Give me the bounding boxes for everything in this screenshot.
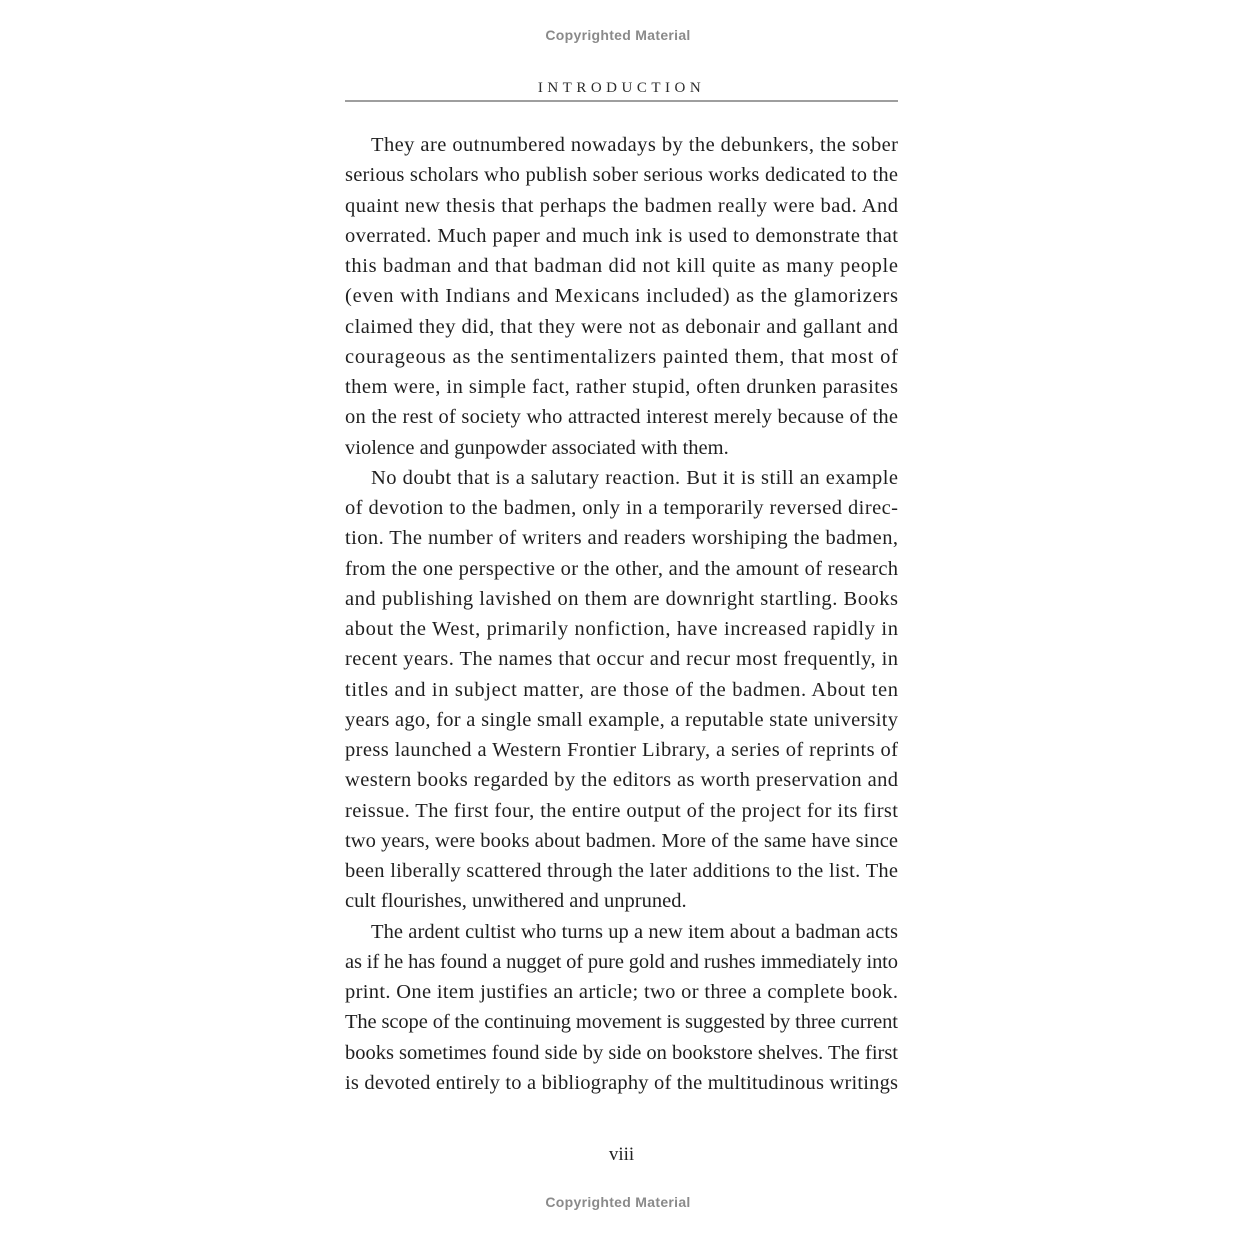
svg-text:of devotion to the badmen, onl: of devotion to the badmen, only in a temporarily reversed direc- [345,497,898,519]
text-line [345,311,898,341]
text-line [345,885,898,915]
svg-text:courageous as the sentimentali: courageous as the sentimentalizers painted them, that most of [345,345,898,368]
svg-text:No doubt that is a salutary re: No doubt that is a salutary reaction. But it is still an example [371,466,898,489]
svg-text:serious scholars who publish s: serious scholars who publish sober serious works dedicated to the [345,164,898,187]
svg-text:tion. The number of writers an: tion. The number of writers and readers worshiping the badmen, [345,527,898,550]
text-line [345,190,898,220]
text-line [345,613,898,643]
text-line [345,704,898,734]
text-line [345,553,898,583]
text-line [345,916,898,946]
svg-text:print. One item justifies an a: print. One item justifies an article; two or three a complete book. [345,981,898,1003]
svg-text:claimed they did, that they we: claimed they did, that they were not as debonair and gallant and [345,315,898,338]
text-line [345,855,898,885]
svg-text:from the one perspective or th: from the one perspective or the other, and the amount of research [345,557,898,580]
copyright-notice-top: Copyrighted Material [545,27,691,43]
svg-text:as if he has found a nugget of: as if he has found a nugget of pure gold and rushes immediately into [345,950,898,973]
text-line [345,643,898,673]
svg-text:overrated. Much paper and much: overrated. Much paper and much ink is used to demonstrate that [345,224,898,247]
svg-text:The scope of the continuing mo: The scope of the continuing movement is suggested by three current [345,1011,898,1034]
page-number: viii [608,1144,635,1165]
text-line [345,825,898,855]
text-line [345,129,898,159]
text-line [345,341,898,371]
svg-text:western books regarded by the: western books regarded by the editors as worth preservation and [345,769,898,792]
text-line [345,371,898,401]
svg-text:two years, were books about ba: two years, were books about badmen. More of the same have since [345,829,898,852]
svg-text:is devoted entirely to a bibli: is devoted entirely to a bibliography of the multitudinous writings [345,1071,898,1094]
svg-text:years ago, for a single small: years ago, for a single small example, a reputable state university [345,708,898,731]
svg-text:(even with Indians and Mexican: (even with Indians and Mexicans included) as the glamorizers [345,285,898,308]
svg-text:recent years. The names that o: recent years. The names that occur and recur most frequently, in [345,648,898,671]
text-line [345,401,898,431]
text-line [345,280,898,310]
svg-text:cult flourishes, unwithered an: cult flourishes, unwithered and unpruned. [345,890,687,913]
text-line [345,522,898,552]
body-text [345,129,898,1097]
svg-text:quaint new thesis that perhaps: quaint new thesis that perhaps the badmen really were bad. And [345,194,898,217]
svg-text:about the West, primarily nonf: about the West, primarily nonfiction, have increased rapidly in [345,618,898,640]
text-line [345,432,898,462]
text-column [345,0,898,1236]
text-line [345,674,898,704]
svg-text:on the rest of society who att: on the rest of society who attracted interest merely because of the [345,406,898,429]
header-rule [345,100,898,102]
running-head-title: INTRODUCTION [537,80,706,96]
text-line [345,976,898,1006]
text-line [345,583,898,613]
text-line [345,462,898,492]
text-line [345,946,898,976]
svg-text:them were, in simple fact, rat: them were, in simple fact, rather stupid, often drunken parasites [345,376,898,398]
svg-text:been liberally scattered throu: been liberally scattered through the later additions to the list. The [345,860,898,882]
svg-text:They are outnumbered nowadays: They are outnumbered nowadays by the debunkers, the sober [371,134,898,156]
svg-text:and publishing lavished on the: and publishing lavished on them are downright startling. Books [345,587,898,610]
svg-text:press launched a Western Front: press launched a Western Frontier Library, a series of reprints of [345,739,898,761]
text-line [345,250,898,280]
copyright-notice-bottom: Copyrighted Material [545,1194,691,1210]
text-line [345,764,898,794]
svg-text:violence and gunpowder associa: violence and gunpowder associated with them. [345,436,729,459]
text-line [345,734,898,764]
svg-text:titles and in subject matter,: titles and in subject matter, are those of the badmen. About ten [345,678,898,701]
svg-text:The ardent cultist who turns u: The ardent cultist who turns up a new item about a badman acts [371,920,898,943]
text-line [345,220,898,250]
text-line [345,159,898,189]
text-line [345,492,898,522]
text-line [345,1037,898,1067]
svg-text:reissue. The first four, the e: reissue. The first four, the entire output of the project for its first [345,799,898,822]
svg-text:books sometimes found side by: books sometimes found side by side on bookstore shelves. The first [345,1041,898,1064]
text-line [345,1067,898,1097]
svg-text:this badman and that badman di: this badman and that badman did not kill quite as many people [345,255,898,277]
text-line [345,795,898,825]
text-line [345,1006,898,1036]
